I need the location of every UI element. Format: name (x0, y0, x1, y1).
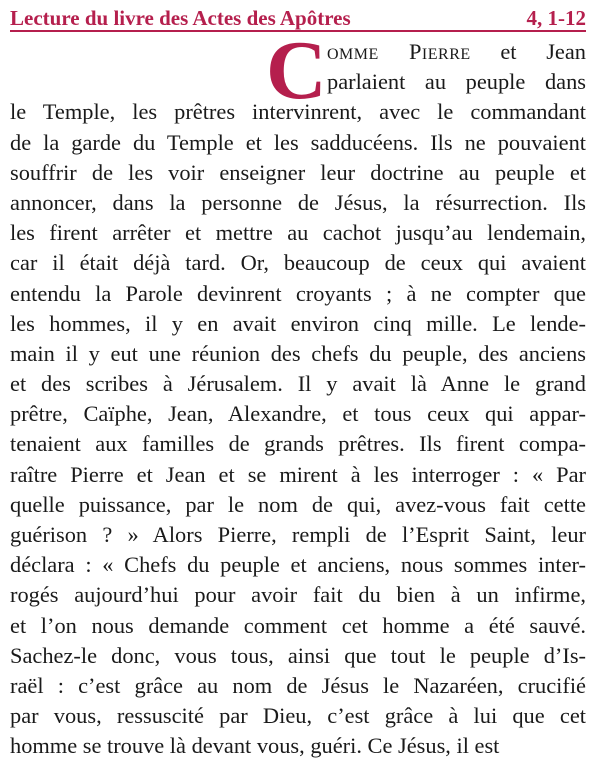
scripture-reference: 4, 1-12 (526, 6, 586, 30)
text-line: et des scribes à Jérusalem. Il y avait là Anne le grand (10, 371, 586, 397)
text-line: annoncer, dans la personne de Jésus, la résurrection. Ils (10, 189, 586, 215)
text-line: tenaient aux familles de grands prêtres. Ils firent compa- (10, 431, 586, 457)
text-line: entendu la Parole devinrent croyants ; à ne compter que (10, 280, 586, 306)
text-line: main il y eut une réunion des chefs du peuple, des anciens (10, 340, 586, 366)
text-line: Sachez-le donc, vous tous, ainsi que tout le peuple d’Is- (10, 642, 586, 668)
reading-body (10, 24, 586, 762)
drop-cap: C (266, 24, 327, 117)
opening-rest: et Jean (470, 39, 586, 64)
reading-page (10, 0, 588, 759)
text-line: homme se trouve là devant vous, guéri. Ce Jésus, il est (10, 733, 500, 759)
text-line: et l’on nous demande comment cet homme a été sauvé. (10, 612, 586, 638)
text-line: raître Pierre et Jean et se mirent à les interroger : « Par (10, 461, 586, 487)
text-line: car il était déjà tard. Or, beaucoup de ceux qui avaient (10, 250, 586, 276)
text-line: parlaient au peuple dans (327, 69, 586, 95)
text-line: de la garde du Temple et les sadducéens. Ils ne pouvaient (10, 129, 586, 155)
text-line: quelle puissance, par le nom de qui, avez-vous fait cette (10, 491, 586, 517)
text-line: prêtre, Caïphe, Jean, Alexandre, et tous ceux qui appar- (10, 401, 586, 427)
opening-words: omme Pierre (327, 39, 471, 64)
text-line: les firent arrêter et mettre au cachot jusqu’au lendemain, (10, 220, 586, 246)
text-line: le Temple, les prêtres intervinrent, avec le commandant (10, 99, 586, 125)
text-line: déclara : « Chefs du peuple et anciens, nous sommes inter- (10, 552, 586, 578)
text-line: par vous, ressuscité par Dieu, c’est grâce à lui que cet (10, 703, 586, 729)
text-line: rogés aujourd’hui pour avoir fait du bien à un infirme, (10, 582, 586, 608)
text-line: les hommes, il y en avait environ cinq mille. Le lende- (10, 310, 586, 336)
text-line: guérison ? » Alors Pierre, rempli de l’Esprit Saint, leur (10, 522, 586, 547)
text-line (327, 37, 586, 67)
text-line: souffrir de les voir enseigner leur doctrine au peuple et (10, 159, 586, 185)
text-line: raël : c’est grâce au nom de Jésus le Nazaréen, crucifié (10, 672, 586, 698)
reading-title: Lecture du livre des Actes des Apôtres (10, 6, 351, 30)
